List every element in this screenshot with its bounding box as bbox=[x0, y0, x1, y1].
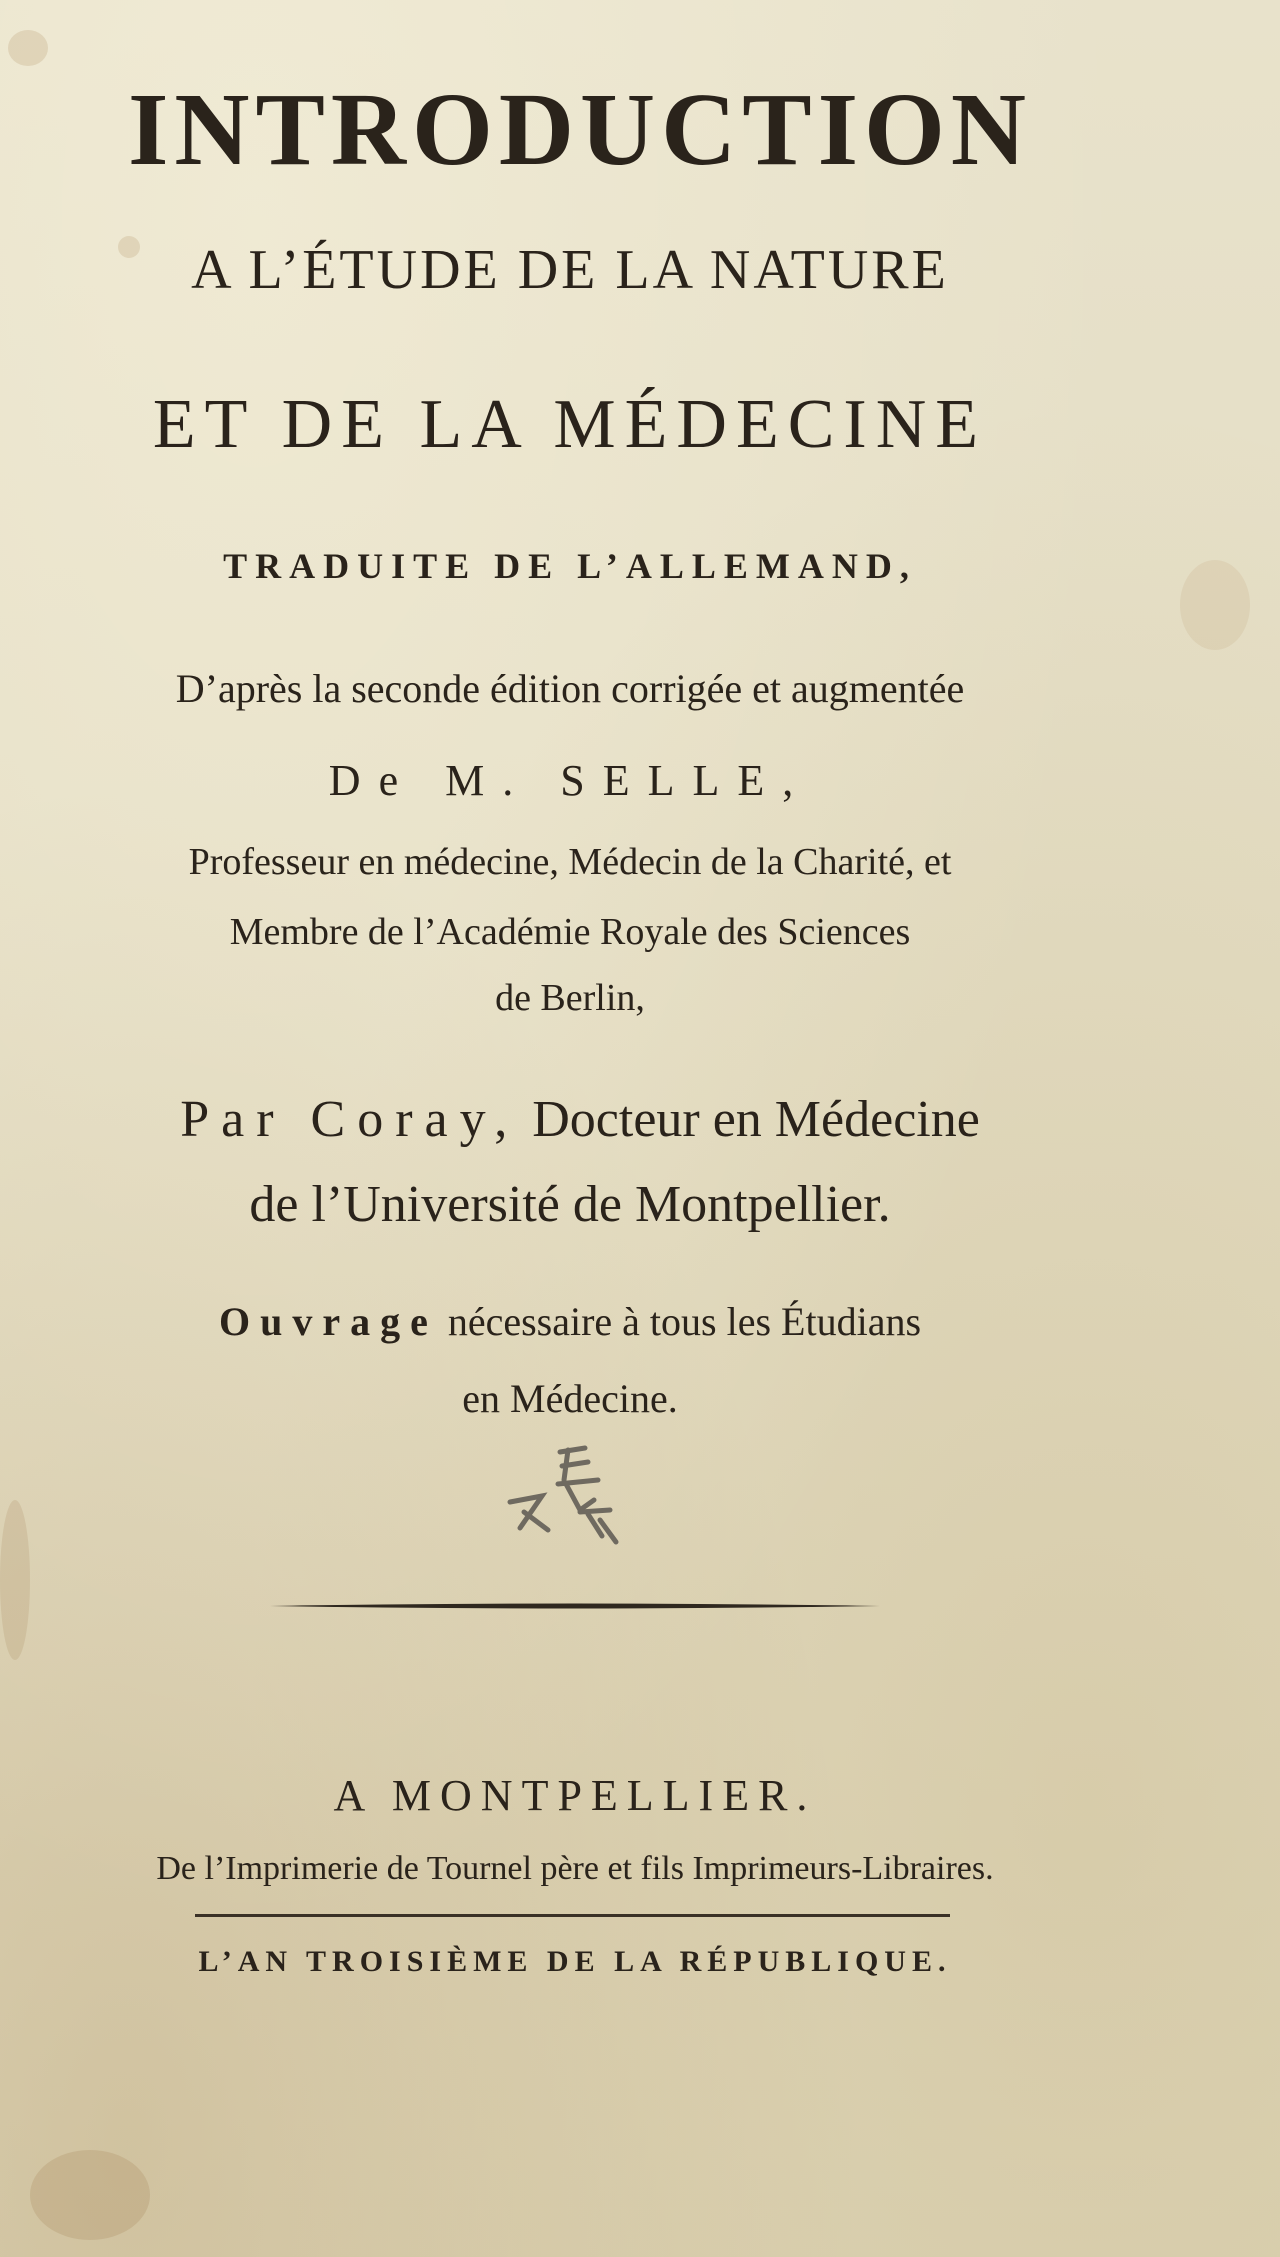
translator-name: Par Coray, bbox=[180, 1091, 520, 1148]
paper-stain bbox=[8, 30, 48, 66]
book-subtitle-line-1: A L’ÉTUDE DE LA NATURE bbox=[191, 239, 949, 301]
book-title: INTRODUCTION bbox=[127, 72, 1033, 187]
author-name: De M. SELLE, bbox=[328, 756, 812, 805]
ornamental-rule bbox=[270, 1602, 880, 1610]
translator-line-1 bbox=[0, 1090, 1220, 1149]
paper-stain bbox=[0, 1500, 30, 1660]
translator-line-2: de l’Université de Montpellier. bbox=[249, 1176, 891, 1233]
imprint-divider bbox=[195, 1914, 950, 1917]
paper-stain bbox=[30, 2150, 150, 2240]
edition-note: D’après la seconde édition corrigée et augmentée bbox=[175, 666, 965, 711]
translation-note: TRADUITE DE L’ALLEMAND, bbox=[223, 546, 917, 586]
author-title-line-1: Professeur en médecine, Médecin de la Charité, et bbox=[188, 841, 952, 883]
work-label: Ouvrage bbox=[218, 1299, 438, 1344]
translator-degree: Docteur en Médecine bbox=[532, 1091, 980, 1148]
work-description-line-1 bbox=[0, 1298, 1210, 1345]
work-description-line-2: en Médecine. bbox=[462, 1376, 678, 1421]
imprint-printer: De l’Imprimerie de Tournel père et fils Imprimeurs-Libraires. bbox=[156, 1850, 994, 1887]
author-title-line-3: de Berlin, bbox=[495, 977, 645, 1019]
imprint-date: L’AN TROISIÈME DE LA RÉPUBLIQUE. bbox=[198, 1945, 952, 1978]
imprint-place: A MONTPELLIER. bbox=[333, 1771, 817, 1820]
author-title-line-2: Membre de l’Académie Royale des Sciences bbox=[229, 911, 911, 953]
ownership-mark-icon bbox=[490, 1440, 650, 1550]
book-subtitle-line-2: ET DE LA MÉDECINE bbox=[152, 386, 988, 463]
work-description: nécessaire à tous les Étudians bbox=[447, 1299, 922, 1344]
